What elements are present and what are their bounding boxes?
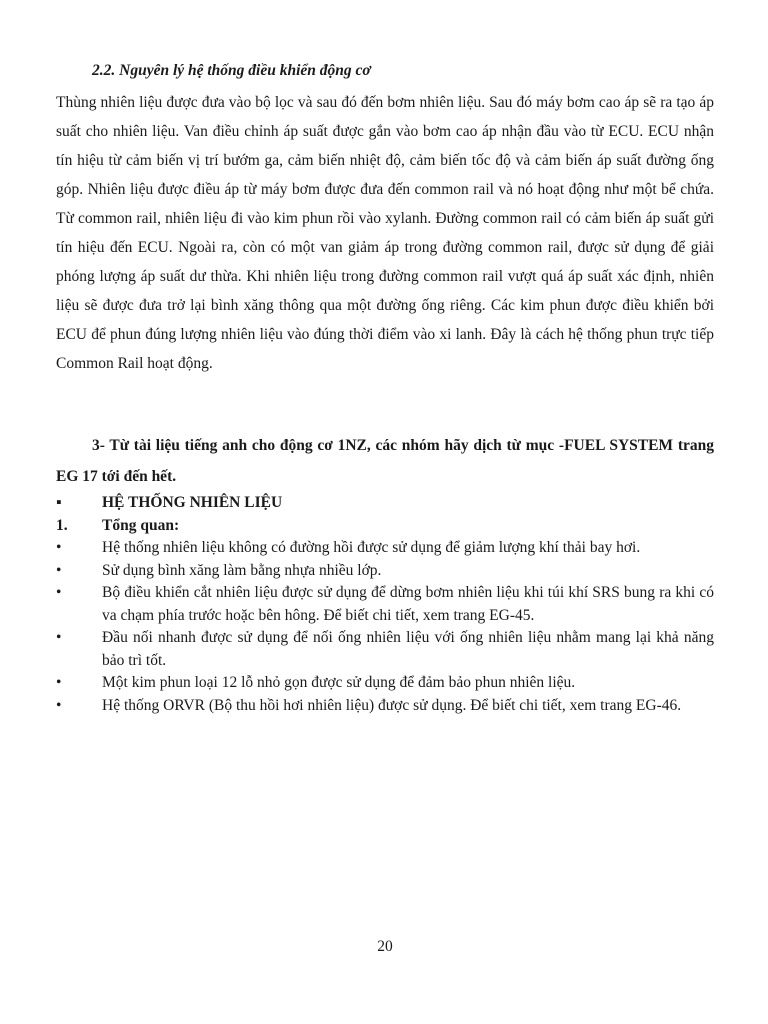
bullet-icon: • [56, 584, 62, 601]
square-bullet-icon: ▪ [56, 494, 62, 511]
list-item [56, 537, 714, 560]
bullet-icon: • [56, 629, 62, 646]
bullet-icon: • [56, 674, 62, 691]
list-item [56, 560, 714, 583]
fuel-system-list [56, 492, 714, 717]
list-item [56, 695, 714, 718]
document-page [56, 0, 714, 1024]
list-item-text: Hệ thống nhiên liệu không có đường hồi được sử dụng để giảm lượng khí thải bay hơi. [102, 539, 641, 556]
section-title: 2.2. Nguyên lý hệ thống điều khiển động cơ [92, 62, 371, 79]
list-item-text: Bộ điều khiển cắt nhiên liệu được sử dụng để dừng bơm nhiên liệu khi túi khí SRS bung ra khi có va chạm phía trước hoặc bên hông. Để biết chi tiết, xem trang EG-45. [102, 584, 714, 624]
body-paragraph: Thùng nhiên liệu được đưa vào bộ lọc và sau đó đến bơm nhiên liệu. Sau đó máy bơm cao áp sẽ ra tạo áp suất cho nhiên liệu. Van điều chỉnh áp suất được gắn vào bơm cao áp nhận đầu vào từ ECU. ECU nhận tín hiệu từ cảm biến vị trí bướm ga, cảm biến nhiệt độ, cảm biến tốc độ và cảm biến áp suất đường ống góp. Nhiên liệu được điều áp từ máy bơm được đưa đến common rail và nó hoạt động như một bể chứa. Từ common rail, nhiên liệu đi vào kim phun rồi vào xylanh. Đường common rail có cảm biến áp suất gửi tín hiệu đến ECU. Ngoài ra, còn có một van giảm áp trong đường common rail, được sử dụng để giải phóng lượng áp suất dư thừa. Khi nhiên liệu trong đường common rail vượt quá áp suất xác định, nhiên liệu sẽ được đưa trở lại bình xăng thông qua một đường ống riêng. Các kim phun được điều khiển bởi ECU để phun đúng lượng nhiên liệu vào đúng thời điểm vào xi lanh. Đây là cách hệ thống phun trực tiếp Common Rail hoạt động. [56, 94, 714, 372]
page-number: 20 [377, 938, 393, 955]
bullet-icon: • [56, 561, 62, 579]
list-item-text: Một kim phun loại 12 lỗ nhỏ gọn được sử dụng để đảm bảo phun nhiên liệu. [102, 674, 576, 691]
list-item-text: Hệ thống ORVR (Bộ thu hồi hơi nhiên liệu) được sử dụng. Để biết chi tiết, xem trang EG-46. [102, 696, 682, 714]
list-heading [56, 492, 714, 515]
list-item-text: Sử dụng bình xăng làm bằng nhựa nhiều lớp. [102, 561, 382, 579]
list-number: 1. [56, 516, 68, 534]
list-subheading [56, 515, 714, 538]
bullet-icon: • [56, 539, 62, 556]
list-item [56, 627, 714, 672]
list-item-text: Đầu nối nhanh được sử dụng để nối ống nhiên liệu với ống nhiên liệu nhằm mang lại khả năng bảo trì tốt. [102, 629, 714, 669]
list-heading-text: HỆ THỐNG NHIÊN LIỆU [102, 494, 283, 511]
list-subheading-text: Tổng quan: [102, 516, 180, 534]
task-heading: 3- Từ tài liệu tiếng anh cho động cơ 1NZ, các nhóm hãy dịch từ mục -FUEL SYSTEM trang EG 17 tới đến hết. [56, 437, 714, 485]
list-item [56, 672, 714, 695]
list-item [56, 582, 714, 627]
bullet-icon: • [56, 696, 62, 714]
